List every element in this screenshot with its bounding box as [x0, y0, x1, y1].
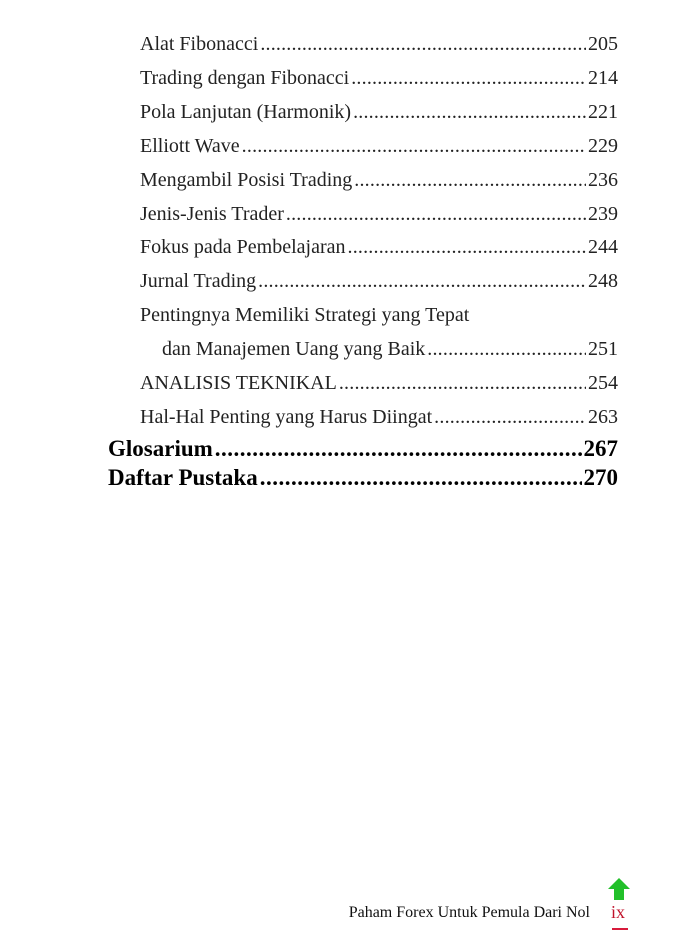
toc-entry-jenis-jenis-trader[interactable]	[140, 200, 618, 228]
toc-entry-page: 229	[588, 135, 618, 157]
toc-entry-page: 248	[588, 270, 618, 292]
toc-entry-title: Jenis-Jenis Trader	[140, 203, 284, 225]
toc-entry-pentingnya-strategi-line1[interactable]: Pentingnya Memiliki Strategi yang Tepat	[140, 304, 470, 326]
toc-dot-leader	[242, 132, 586, 160]
toc-entry-title: Fokus pada Pembelajaran	[140, 236, 346, 258]
toc-entry-page: 221	[588, 101, 618, 123]
toc-chapter-page: 270	[583, 465, 618, 490]
toc-dot-leader	[286, 200, 586, 228]
toc-entry-page: 214	[588, 67, 618, 89]
toc-entry-page: 236	[588, 169, 618, 191]
toc-entry-page: 254	[588, 372, 618, 394]
toc-entry-pentingnya-strategi-line2[interactable]	[162, 335, 618, 363]
toc-entry-title: Trading dengan Fibonacci	[140, 67, 350, 89]
toc-dot-leader	[258, 267, 586, 295]
toc-dot-leader	[351, 64, 586, 92]
toc-dot-leader	[260, 30, 586, 58]
toc-entry-page: 263	[588, 406, 618, 428]
toc-entry-page: 244	[588, 236, 618, 258]
toc-entry-title: Elliott Wave	[140, 135, 240, 157]
toc-dot-leader	[353, 98, 586, 126]
toc-entry-pola-lanjutan[interactable]	[140, 98, 618, 126]
toc-chapter-glosarium[interactable]	[108, 434, 618, 464]
toc-dot-leader	[339, 369, 586, 397]
toc-entry-jurnal-trading[interactable]	[140, 267, 618, 295]
toc-entry-page: 251	[588, 338, 618, 360]
toc-entry-trading-dengan-fibonacci[interactable]	[140, 64, 618, 92]
toc-entry-title: ANALISIS TEKNIKAL	[140, 372, 337, 394]
toc-chapter-daftar-pustaka[interactable]	[108, 463, 618, 493]
toc-entry-title: Jurnal Trading	[140, 270, 257, 292]
toc-entry-page: 205	[588, 33, 618, 55]
page-number-underline	[612, 928, 628, 930]
toc-entry-title: Mengambil Posisi Trading	[140, 169, 353, 191]
toc-entry-elliott-wave[interactable]	[140, 132, 618, 160]
toc-entry-alat-fibonacci[interactable]	[140, 30, 618, 58]
toc-dot-leader	[348, 233, 587, 261]
page-number: ix	[611, 902, 626, 922]
book-title-footer: Paham Forex Untuk Pemula Dari Nol	[348, 904, 590, 921]
toc-dot-leader	[434, 403, 586, 431]
up-arrow-icon[interactable]	[607, 877, 631, 901]
toc-entry-mengambil-posisi-trading[interactable]	[140, 166, 618, 194]
toc-entry-title: dan Manajemen Uang yang Baik	[162, 338, 426, 360]
toc-entry-hal-hal-penting[interactable]	[140, 403, 618, 431]
toc-dot-leader	[427, 335, 586, 363]
toc-entry-page: 239	[588, 203, 618, 225]
toc-dot-leader	[260, 463, 582, 493]
toc-dot-leader	[354, 166, 586, 194]
toc-entry-analisis-teknikal[interactable]	[140, 369, 618, 397]
toc-chapter-title: Daftar Pustaka	[108, 465, 258, 490]
toc-entry-title: Pola Lanjutan (Harmonik)	[140, 101, 352, 123]
toc-entry-title: Hal-Hal Penting yang Harus Diingat	[140, 406, 433, 428]
toc-chapter-page: 267	[583, 436, 618, 461]
toc-dot-leader	[215, 434, 582, 464]
toc-entry-title: Alat Fibonacci	[140, 33, 259, 55]
toc-chapter-title: Glosarium	[108, 436, 213, 461]
toc-entry-fokus-pada-pembelajaran[interactable]	[140, 233, 618, 261]
